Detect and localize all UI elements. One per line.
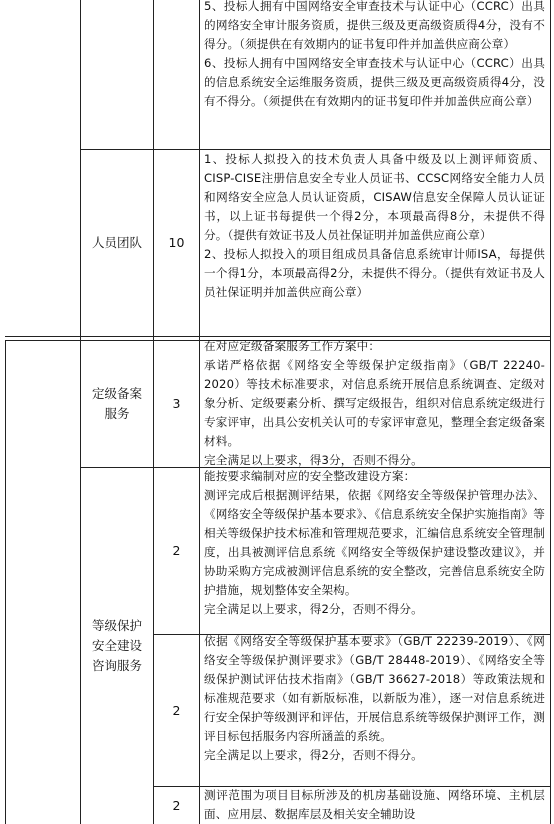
criteria-line: 在对应定级备案服务工作方案中： xyxy=(204,339,381,353)
item-score-text: 2 xyxy=(172,797,181,813)
criteria-text xyxy=(204,786,545,824)
item-score-text: 10 xyxy=(168,235,185,250)
criteria-line: 1、投标人拟投入的技术负责人具备中级及以上测评师资质、CISP-CISE注册信息安全专业人员证书、CCSC网络安全能力人员和网络安全应急人员认证资质，CISAW信息安全保障人员认证证书，以上证书每提供一个得2分，本项最高得8分，未提供不得分。（提供有效证书及人员社保证明并加盖供应商公章） xyxy=(204,152,545,242)
item-score xyxy=(154,635,199,786)
criteria-line: 5、投标人拥有中国网络安全审查技术与认证中心（CCRC）出具的网络安全审计服务资质，提供三级及更高级资质得4分，没有不得分。（须提供在有效期内的证书复印件并加盖供应商公章） xyxy=(204,0,545,51)
item-score-text: 2 xyxy=(172,702,181,718)
item-score-text: 3 xyxy=(172,396,181,411)
item-score xyxy=(154,787,199,824)
criteria-line: 依据《网络安全等级保护基本要求》（GB/T 22239-2019）、《网络安全等级保护测评要求》（GB/T 28448-2019）、《网络安全等级保护测试评估技术指南》（GB/T 36627-2018）等政策法规和标准规范要求（如有新版标准，以新版为准），逐一对信息系统进行安全保护等级测评和评估，开展信息系统等级保护测评工作，测评目标包括服务内容所涵盖的系统。 xyxy=(204,634,545,743)
item-score xyxy=(154,468,199,634)
criteria-line: 6、投标人拥有中国网络安全审查技术与认证中心（CCRC）出具的信息系统安全运维服务资质，提供三级及更高级资质得4分，没有不得分。（须提供在有效期内的证书复印件并加盖供应商公章） xyxy=(204,56,545,108)
criteria-line: 完全满足以上要求，得3分，否则不得分。 xyxy=(204,453,423,467)
item-name xyxy=(81,150,153,336)
criteria-text xyxy=(204,467,545,634)
item-score xyxy=(154,150,199,336)
table-border xyxy=(199,0,200,824)
item-name-text: 等级保护安全建设咨询服务 xyxy=(91,618,142,673)
criteria-text xyxy=(204,632,545,786)
criteria-line: 能按要求编制对应的安全整改建设方案： xyxy=(204,469,416,483)
item-name xyxy=(81,468,153,824)
item-name xyxy=(81,341,153,467)
criteria-line: 完全满足以上要求，得2分，否则不得分。 xyxy=(204,748,423,762)
criteria-line: 测评范围为项目目标所涉及的机房基础设施、网络环境、主机层面、应用层、数据库层及相关安全辅助设 xyxy=(204,788,545,821)
criteria-line: 完全满足以上要求，得2分，否则不得分。 xyxy=(204,602,423,616)
criteria-line: 2、投标人拟投入的项目组成员具备信息系统审计师ISA，每提供一个得1分，本项最高得2分，未提供不得分。（提供有效证书及人员社保证明并加盖供应商公章） xyxy=(204,247,545,299)
criteria-text xyxy=(204,337,545,467)
criteria-text xyxy=(204,150,545,336)
criteria-line: 承诺严格依据《网络安全等级保护定级指南》（GB/T 22240-2020）等技术标准要求，对信息系统开展信息系统调查、定级对象分析、定级要素分析、撰写定级报告，组织对信息系统定级进行专家评审，出具公安机关认可的专家评审意见，整理全套定级备案材料。 xyxy=(204,358,545,448)
criteria-text xyxy=(204,0,545,147)
item-name-text: 定级备案服务 xyxy=(91,386,142,421)
category-cell xyxy=(6,341,80,824)
table-border xyxy=(550,0,551,824)
criteria-line: 测评完成后根据测评结果，依据《网络安全等级保护管理办法》、《网络安全等级保护基本要求》、《信息系统安全保护实施指南》等相关等级保护技术标准和管理规范要求，汇编信息系统安全管理制度，出具被测评信息系统《网络安全等级保护建设整改建议》，并协助采购方完成被测评信息系统的安全整改，完善信息系统安全防护措施，规划整体安全架构。 xyxy=(204,488,545,597)
item-score-text: 2 xyxy=(172,543,181,558)
item-score xyxy=(154,341,199,467)
item-name-text: 人员团队 xyxy=(91,235,142,250)
